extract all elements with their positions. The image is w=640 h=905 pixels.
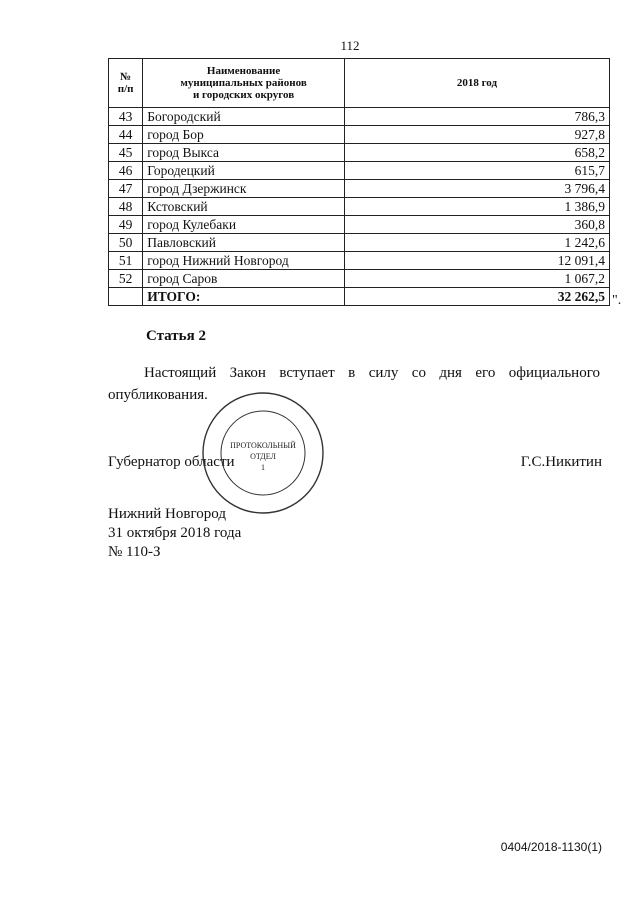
row-value: 658,2 xyxy=(344,144,609,162)
row-name: город Выкса xyxy=(143,144,345,162)
row-value: 1 242,6 xyxy=(344,234,609,252)
row-num: 48 xyxy=(109,198,143,216)
table-header-row xyxy=(109,59,610,108)
table-row xyxy=(109,270,610,288)
stamp-line-3: 1 xyxy=(261,463,265,472)
stamp-line-2: ОТДЕЛ xyxy=(250,452,276,461)
row-num: 45 xyxy=(109,144,143,162)
stamp-line-1: ПРОТОКОЛЬНЫЙ xyxy=(230,441,296,450)
row-name: Городецкий xyxy=(143,162,345,180)
row-name: Богородский xyxy=(143,108,345,126)
row-value: 1 067,2 xyxy=(344,270,609,288)
header-name xyxy=(143,59,345,108)
article-text: Настоящий Закон вступает в силу со дня его официального опубликования. xyxy=(108,365,600,403)
table-row xyxy=(109,144,610,162)
row-value: 360,8 xyxy=(344,216,609,234)
row-name: Кстовский xyxy=(143,198,345,216)
table-row xyxy=(109,252,610,270)
law-number: № 110-З xyxy=(108,544,161,560)
table-row xyxy=(109,126,610,144)
row-num: 49 xyxy=(109,216,143,234)
row-name: город Кулебаки xyxy=(143,216,345,234)
header-year-label: 2018 год xyxy=(456,77,498,89)
row-num: 50 xyxy=(109,234,143,252)
row-num: 46 xyxy=(109,162,143,180)
total-label: ИТОГО: xyxy=(143,288,345,306)
header-num xyxy=(109,59,143,108)
article-title: Статья 2 xyxy=(146,328,206,344)
header-name-label: Наименование муниципальных районов и городских округов xyxy=(180,65,307,101)
row-num: 51 xyxy=(109,252,143,270)
signing-date: 31 октября 2018 года xyxy=(108,525,242,541)
header-num-label: № п/п xyxy=(117,71,134,95)
table-row xyxy=(109,180,610,198)
signing-city: Нижний Новгород xyxy=(108,506,226,522)
row-name: город Дзержинск xyxy=(143,180,345,198)
page-number: 112 xyxy=(340,38,360,53)
row-name: Павловский xyxy=(143,234,345,252)
row-num: 52 xyxy=(109,270,143,288)
row-num: 44 xyxy=(109,126,143,144)
table-total-row xyxy=(109,288,610,306)
row-value: 786,3 xyxy=(344,108,609,126)
table-row xyxy=(109,216,610,234)
row-value: 615,7 xyxy=(344,162,609,180)
row-num: 43 xyxy=(109,108,143,126)
round-stamp xyxy=(198,388,328,518)
total-num-cell xyxy=(109,288,143,306)
header-year xyxy=(344,59,609,108)
row-value: 1 386,9 xyxy=(344,198,609,216)
row-value: 12 091,4 xyxy=(344,252,609,270)
row-value: 3 796,4 xyxy=(344,180,609,198)
row-value: 927,8 xyxy=(344,126,609,144)
signatory-title: Губернатор области xyxy=(108,454,235,470)
row-num: 47 xyxy=(109,180,143,198)
row-name: город Бор xyxy=(143,126,345,144)
row-name: город Нижний Новгород xyxy=(143,252,345,270)
table-row xyxy=(109,162,610,180)
table-row xyxy=(109,198,610,216)
table-row xyxy=(109,234,610,252)
closing-quote: ". xyxy=(612,293,622,308)
signatory-name: Г.С.Никитин xyxy=(520,454,602,470)
total-value: 32 262,5 xyxy=(344,288,609,306)
budget-table xyxy=(108,58,610,306)
document-code: 0404/2018-1130(1) xyxy=(500,840,602,854)
row-name: город Саров xyxy=(143,270,345,288)
table-row xyxy=(109,108,610,126)
